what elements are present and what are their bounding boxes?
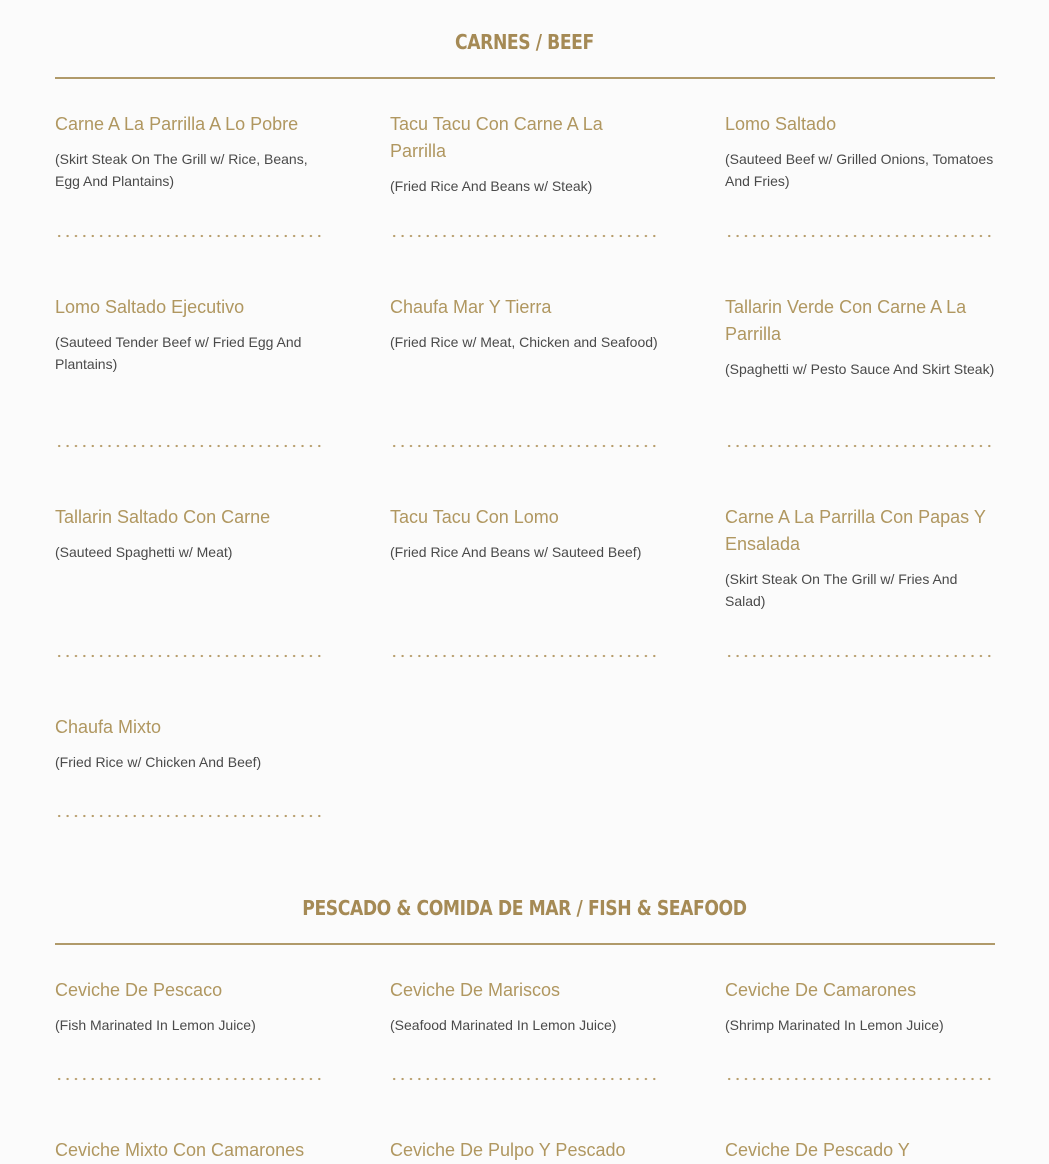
menu-item-name: Lomo Saltado Ejecutivo: [55, 297, 245, 317]
menu-item-tallarin-saltado-carne: [55, 504, 325, 563]
dotted-separator: [390, 234, 660, 238]
menu-item-carne-parrilla-papas: [725, 504, 995, 612]
dotted-separator: [55, 234, 325, 238]
menu-item-description: (Spaghetti w/ Pesto Sauce And Skirt Steak): [725, 361, 995, 377]
dotted-separator: [725, 1077, 995, 1081]
menu-item-name: Tallarin Saltado Con Carne: [55, 507, 271, 527]
dotted-separator: [55, 654, 325, 658]
menu-item-name: Tallarin Verde Con Carne A La Parrilla: [725, 297, 967, 344]
menu-item-description: (Skirt Steak On The Grill w/ Fries And Salad): [725, 571, 958, 609]
menu-item-description: (Sauteed Beef w/ Grilled Onions, Tomatoes And Fries): [725, 151, 994, 189]
menu-item-ceviche-pulpo-pescado: [390, 1137, 660, 1164]
menu-item-name: Ceviche Mixto Con Camarones: [55, 1140, 305, 1160]
dotted-separator: [725, 654, 995, 658]
menu-item-description: (Sauteed Spaghetti w/ Meat): [55, 544, 233, 560]
section-title-seafood: PESCADO & COMIDA DE MAR / FISH & SEAFOOD: [302, 896, 747, 920]
menu-item-ceviche-pescado: [55, 977, 325, 1036]
menu-item-ceviche-mixto-camarones: [55, 1137, 325, 1164]
menu-item-name: Chaufa Mar Y Tierra: [390, 297, 552, 317]
dotted-separator: [55, 444, 325, 448]
menu-item-description: (Sauteed Tender Beef w/ Fried Egg And Plantains): [55, 334, 302, 372]
section-title-beef: CARNES / BEEF: [455, 30, 594, 54]
menu-item-name: Ceviche De Mariscos: [390, 980, 561, 1000]
menu-item-name: Lomo Saltado: [725, 114, 837, 134]
menu-item-name: Ceviche De Pescado Y: [725, 1140, 910, 1160]
menu-item-name: Ceviche De Camarones: [725, 980, 917, 1000]
dotted-separator: [725, 444, 995, 448]
menu-item-name: Chaufa Mixto: [55, 717, 162, 737]
menu-item-name: Ceviche De Pescaco: [55, 980, 223, 1000]
menu-item-carne-parrilla-pobre: [55, 111, 325, 192]
menu-item-lomo-saltado-ejecutivo: [55, 294, 325, 375]
menu-item-description: (Fried Rice w/ Meat, Chicken and Seafood): [390, 334, 658, 350]
menu-item-name: Ceviche De Pulpo Y Pescado: [390, 1140, 626, 1160]
menu-item-description: (Shrimp Marinated In Lemon Juice): [725, 1017, 944, 1033]
menu-item-description: (Skirt Steak On The Grill w/ Rice, Beans, Egg And Plantains): [55, 151, 308, 189]
dotted-separator: [725, 234, 995, 238]
dotted-separator: [55, 1077, 325, 1081]
menu-item-name: Tacu Tacu Con Lomo: [390, 507, 559, 527]
menu-item-name: Carne A La Parrilla A Lo Pobre: [55, 114, 299, 134]
section-divider-beef: [55, 77, 995, 79]
menu-item-tacu-tacu-carne: [390, 111, 660, 197]
menu-item-description: (Seafood Marinated In Lemon Juice): [390, 1017, 617, 1033]
menu-item-name: Carne A La Parrilla Con Papas Y Ensalada: [725, 507, 986, 554]
menu-item-description: (Fried Rice w/ Chicken And Beef): [55, 754, 262, 770]
menu-item-chaufa-mixto: [55, 714, 325, 773]
menu-item-tacu-tacu-lomo: [390, 504, 660, 563]
menu-item-ceviche-mariscos: [390, 977, 660, 1036]
menu-item-description: (Fried Rice And Beans w/ Steak): [390, 178, 593, 194]
menu-item-ceviche-camarones: [725, 977, 995, 1036]
menu-item-name: Tacu Tacu Con Carne A La Parrilla: [390, 114, 603, 161]
section-divider-seafood: [55, 943, 995, 945]
dotted-separator: [55, 814, 325, 818]
menu-item-lomo-saltado: [725, 111, 995, 192]
dotted-separator: [390, 1077, 660, 1081]
menu-item-description: (Fish Marinated In Lemon Juice): [55, 1017, 256, 1033]
menu-item-ceviche-pescado-y: [725, 1137, 995, 1164]
menu-item-tallarin-verde-carne: [725, 294, 995, 380]
dotted-separator: [390, 654, 660, 658]
menu-item-description: (Fried Rice And Beans w/ Sauteed Beef): [390, 544, 642, 560]
menu-item-chaufa-mar-tierra: [390, 294, 660, 353]
dotted-separator: [390, 444, 660, 448]
